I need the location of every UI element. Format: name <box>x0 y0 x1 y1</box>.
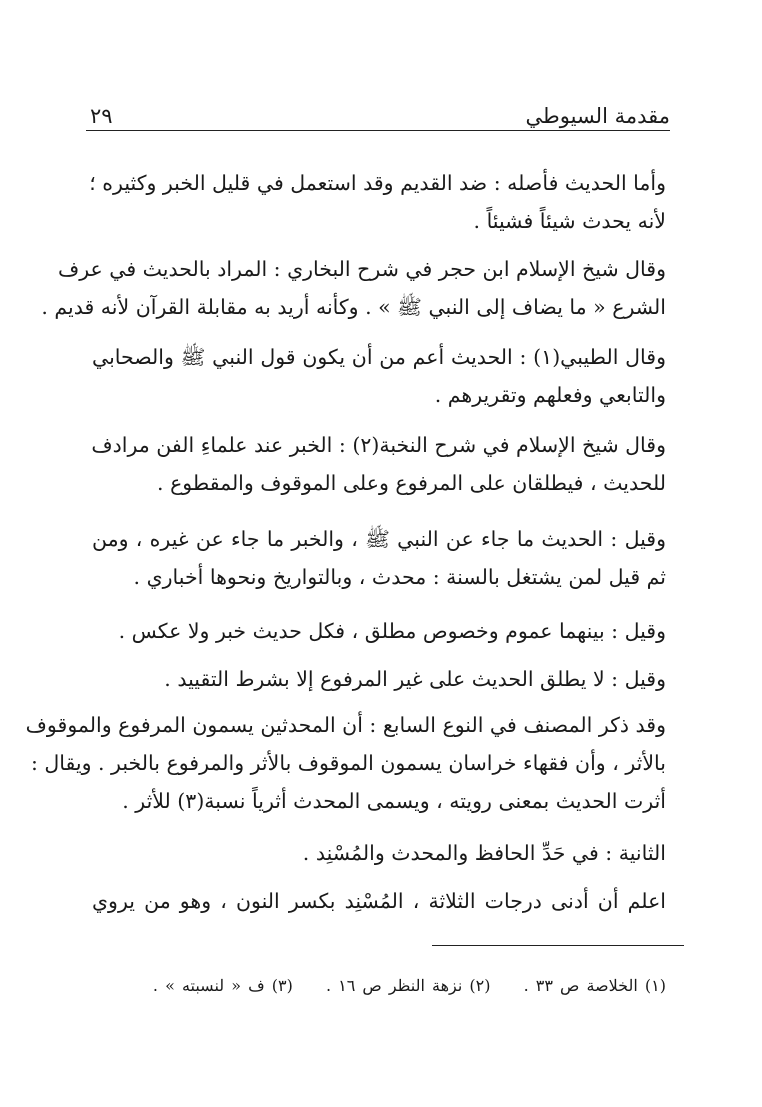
paragraph-umum-khusus <box>92 612 666 650</box>
page-number: ٢٩ <box>90 104 113 128</box>
paragraph-musnid <box>92 882 666 920</box>
text-line: والتابعي وفعلهم وتقريرهم . <box>434 383 666 407</box>
text-line: وقال الطيبي(١) : الحديث أعم من أن يكون قول النبي ﷺ والصحابي <box>92 345 666 369</box>
section-heading-hafiz <box>92 834 666 872</box>
text-line: لأنه يحدث شيئاً فشيئاً . <box>473 209 666 233</box>
text-line: اعلم أن أدنى درجات الثلاثة ، المُسْنِد بكسر النون ، وهو من يروي <box>92 889 666 913</box>
text-line: وقد ذكر المصنف في النوع السابع : أن المحدثين يسمون المرفوع والموقوف <box>25 713 666 737</box>
paragraph-hadith-definition <box>89 164 666 240</box>
text-line: وقيل : لا يطلق الحديث على غير المرفوع إلا بشرط التقييد . <box>164 667 666 691</box>
text-line: وقال شيخ الإسلام ابن حجر في شرح البخاري : المراد بالحديث في عرف <box>57 257 666 281</box>
footnote-3: (٣) ف « لنسبته » . <box>152 976 293 995</box>
text-line: أثرت الحديث بمعنى رويته ، ويسمى المحدث أثرياً نسبة(٣) للأثر . <box>122 789 666 813</box>
text-line: للحديث ، فيطلقان على المرفوع وعلى الموقوف والمقطوع . <box>157 471 666 495</box>
paragraph-marfu <box>92 660 666 698</box>
footnote-2: (٢) نزهة النظر ص ١٦ . <box>325 976 491 995</box>
text-line: وقيل : الحديث ما جاء عن النبي ﷺ ، والخبر ما جاء عن غيره ، ومن <box>92 527 666 551</box>
footnotes <box>150 976 666 995</box>
footnote-1: (١) الخلاصة ص ٣٣ . <box>523 976 666 995</box>
page-header <box>86 100 670 131</box>
text-line: وأما الحديث فأصله : ضد القديم وقد استعمل في قليل الخبر وكثيره ؛ <box>89 171 666 195</box>
text-line: الثانية : في حَدِّ الحافظ والمحدث والمُسْنِد . <box>302 841 666 865</box>
text-line: بالأثر ، وأن فقهاء خراسان يسمون الموقوف بالأثر والمرفوع بالخبر . ويقال : <box>30 751 666 775</box>
text-line: ثم قيل لمن يشتغل بالسنة : محدث ، وبالتواريخ ونحوها أخباري . <box>133 565 666 589</box>
footnote-divider <box>432 945 684 946</box>
paragraph-tibi <box>92 338 666 414</box>
running-head: مقدمة السيوطي <box>525 104 670 128</box>
text-line: الشرع « ما يضاف إلى النبي ﷺ » . وكأنه أريد به مقابلة القرآن لأنه قديم . <box>41 295 666 319</box>
paragraph-ibn-hajar <box>41 250 666 326</box>
text-line: وقيل : بينهما عموم وخصوص مطلق ، فكل حديث خبر ولا عكس . <box>118 619 666 643</box>
paragraph-nukhba <box>92 426 666 502</box>
paragraph-hadith-vs-khabar <box>92 520 666 596</box>
text-line: وقال شيخ الإسلام في شرح النخبة(٢) : الخبر عند علماءِ الفن مرادف <box>91 433 666 457</box>
paragraph-athar <box>25 706 666 820</box>
